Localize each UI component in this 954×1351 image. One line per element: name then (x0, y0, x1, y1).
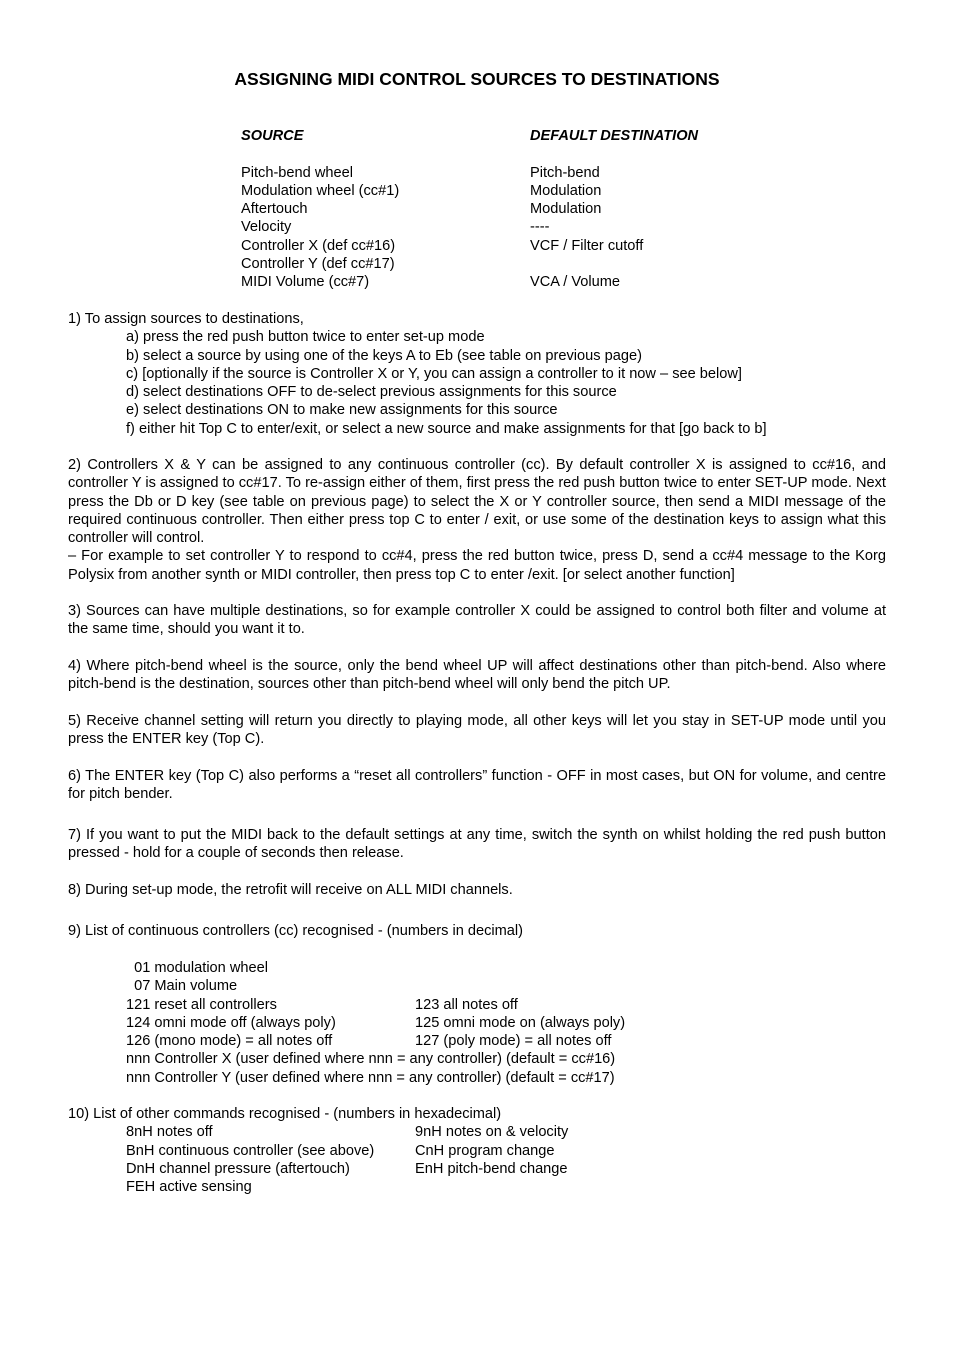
cc-item-controller-y: nnn Controller Y (user defined where nnn = any controller) (default = cc#17) (126, 1069, 615, 1086)
step-b: b) select a source by using one of the keys A to Eb (see table on previous page) (126, 347, 642, 364)
command-item: BnH continuous controller (see above) (126, 1142, 375, 1159)
step-a: a) press the red push button twice to enter set-up mode (126, 329, 485, 346)
step-e: e) select destinations ON to make new assignments for this source (126, 402, 558, 419)
command-item: DnH channel pressure (aftertouch) (126, 1160, 350, 1177)
destination-cell: VCF / Filter cutoff (530, 237, 644, 254)
section-2-paragraph: 2) Controllers X & Y can be assigned to any continuous controller (cc). By default controller X is assigned to cc#16, and controller Y is assigned to cc#17. To re-assign either of them, first press the red push button twice to enter SET-UP mode. Next press the Db or D key (see table on previous page) to select the X or Y controller source, then send a MIDI message of the required continuous controller. Then either press top C to enter / exit, or use some of the destination keys to assign what this controller will control. (68, 457, 886, 547)
command-row (68, 1142, 886, 1160)
step-f: f) either hit Top C to enter/exit, or select a new source and make assignments for that [go back to b] (126, 420, 767, 437)
cc-row (68, 996, 886, 1014)
cc-item: 123 all notes off (415, 996, 518, 1013)
source-destination-table (241, 127, 801, 292)
destination-cell: VCA / Volume (530, 274, 621, 291)
source-cell: Controller X (def cc#16) (241, 237, 396, 254)
cc-item: 125 omni mode on (always poly) (415, 1014, 626, 1031)
source-cell: Controller Y (def cc#17) (241, 256, 395, 273)
column-header-source: SOURCE (241, 128, 304, 144)
cc-item: 126 (mono mode) = all notes off (126, 1033, 333, 1050)
section-9-list (68, 959, 886, 1087)
destination-cell: Modulation (530, 182, 602, 199)
section-2-example: – For example to set controller Y to respond to cc#4, press the red button twice, press D, send a cc#4 message to the Korg Polysix from another synth or MIDI controller, then press top C to enter /exit. [or select another function] (68, 548, 886, 583)
table-row (241, 255, 801, 273)
section-4: 4) Where pitch-bend wheel is the source, only the bend wheel UP will affect destinations other than pitch-bend. Also where pitch-bend is the destination, sources other than pitch-bend wheel will only bend the pitch UP. (68, 658, 886, 693)
source-cell: Aftertouch (241, 201, 308, 218)
section-5: 5) Receive channel setting will return you directly to playing mode, all other keys will let you stay in SET-UP mode until you press the ENTER key (Top C). (68, 713, 886, 748)
section-7: 7) If you want to put the MIDI back to the default settings at any time, switch the synth on whilst holding the red push button pressed - hold for a couple of seconds then release. (68, 827, 886, 862)
destination-cell: Modulation (530, 201, 602, 218)
section-6: 6) The ENTER key (Top C) also performs a “reset all controllers” function - OFF in most cases, but ON for volume, and centre for pitch bender. (68, 768, 886, 803)
cc-item: 127 (poly mode) = all notes off (415, 1033, 612, 1050)
step-c: c) [optionally if the source is Controller X or Y, you can assign a controller to it now – see below] (126, 365, 742, 382)
section-10 (68, 1105, 886, 1196)
cc-item: 01 modulation wheel (126, 960, 268, 976)
source-cell: Velocity (241, 219, 292, 236)
source-cell: Modulation wheel (cc#1) (241, 182, 400, 199)
section-1 (68, 310, 886, 438)
cc-row (68, 1014, 886, 1032)
command-row (68, 1123, 886, 1141)
cc-row (68, 1032, 886, 1050)
step-d: d) select destinations OFF to de-select previous assignments for this source (126, 384, 617, 401)
cc-item: 07 Main volume (126, 978, 238, 995)
table-header (241, 127, 801, 145)
destination-cell: ---- (530, 219, 550, 236)
command-item: EnH pitch-bend change (415, 1160, 568, 1177)
command-item: CnH program change (415, 1142, 555, 1159)
section-10-intro: 10) List of other commands recognised - (numbers in hexadecimal) (68, 1106, 502, 1122)
destination-cell: Pitch-bend (530, 164, 600, 181)
section-3: 3) Sources can have multiple destinations, so for example controller X could be assigned to control both filter and volume at the same time, should you want it to. (68, 603, 886, 638)
table-row (241, 273, 801, 291)
table-row (241, 200, 801, 218)
source-cell: MIDI Volume (cc#7) (241, 274, 370, 291)
command-item: FEH active sensing (126, 1179, 252, 1196)
section-2 (68, 456, 886, 584)
command-item: 9nH notes on & velocity (415, 1124, 569, 1141)
cc-item-controller-x: nnn Controller X (user defined where nnn = any controller) (default = cc#16) (126, 1051, 616, 1068)
table-row (241, 218, 801, 236)
section-1-intro: 1) To assign sources to destinations, (68, 311, 304, 327)
table-row (241, 182, 801, 200)
page-title: ASSIGNING MIDI CONTROL SOURCES TO DESTINATIONS (234, 69, 720, 89)
section-8: 8) During set-up mode, the retrofit will receive on ALL MIDI channels. (68, 882, 513, 898)
cc-item: 121 reset all controllers (126, 996, 277, 1013)
section-9-intro: 9) List of continuous controllers (cc) recognised - (numbers in decimal) (68, 923, 524, 939)
table-row (241, 237, 801, 255)
cc-item: 124 omni mode off (always poly) (126, 1014, 336, 1031)
command-item: 8nH notes off (126, 1124, 213, 1141)
command-row (68, 1160, 886, 1178)
source-cell: Pitch-bend wheel (241, 164, 353, 181)
table-row (241, 164, 801, 182)
column-header-destination: DEFAULT DESTINATION (530, 128, 699, 144)
